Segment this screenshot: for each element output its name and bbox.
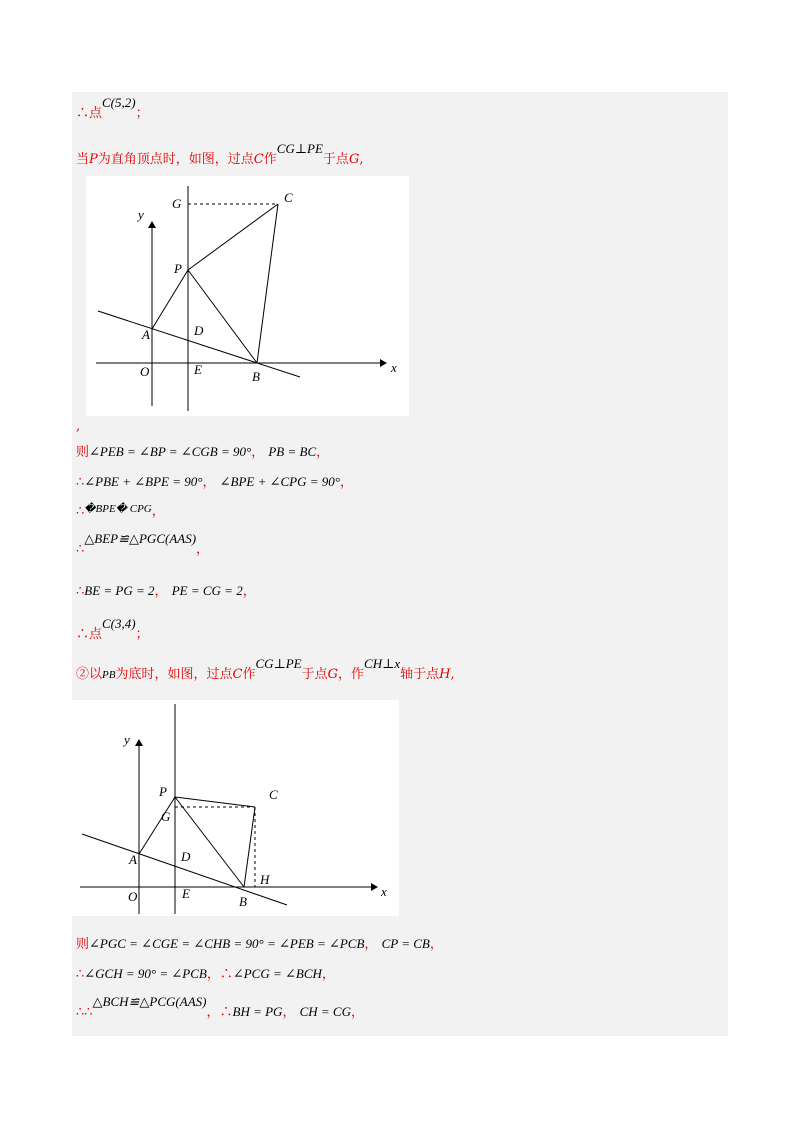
segment-cb (244, 807, 255, 887)
label-b: B (239, 894, 247, 909)
segment-pa (152, 270, 188, 329)
math-expr: CP = CB (381, 936, 430, 951)
math-expr: △BCH≌△PCG(AAS) (92, 994, 207, 1009)
label-e: E (194, 362, 202, 377)
label-c: C (269, 787, 278, 802)
label-y: y (124, 732, 130, 747)
segment-cb (257, 204, 278, 363)
text: ； (135, 627, 149, 642)
line-angles-3 (76, 965, 335, 984)
text: ， (196, 542, 210, 557)
text: ，作 (338, 667, 365, 682)
math-expr: CH⊥x (364, 656, 401, 671)
math-expr: CH = CG (299, 1004, 351, 1019)
label-o: O (140, 364, 150, 379)
text: 为直角顶点时，如图，过点 (97, 152, 254, 167)
text: ， (282, 1005, 296, 1020)
segment-pb (175, 797, 244, 887)
text: 则 (76, 937, 90, 952)
text: , (76, 419, 81, 434)
text: ∴ (76, 542, 85, 557)
line-comma (76, 418, 80, 436)
math-expr: BH = PG (232, 1004, 283, 1019)
segment-pc (175, 797, 255, 807)
label-b: B (252, 369, 260, 384)
math-expr: △BEP≌△PGC(AAS) (84, 531, 197, 546)
math-expr: CG⊥PE (255, 656, 302, 671)
segment-pb (188, 270, 257, 363)
math-expr: ∠PCG = ∠BCH (232, 966, 322, 981)
line-angles-2 (76, 935, 443, 954)
math-expr: ∠BPE + ∠CPG = 90° (219, 474, 340, 489)
text: ， (364, 937, 378, 952)
text: ； (135, 106, 149, 121)
text: ∴ (76, 967, 85, 982)
math-var: G (327, 667, 339, 682)
line-bpe-cpg (76, 503, 165, 521)
label-d: D (181, 849, 191, 864)
text: ∴∴ (76, 1005, 93, 1020)
math-expr: C(5,2) (102, 95, 136, 110)
label-g: G (161, 809, 171, 824)
text: , (450, 667, 455, 682)
text: ， (429, 937, 443, 952)
math-expr: BE = PG = 2 (84, 583, 155, 598)
text: ，∴ (206, 967, 233, 982)
label-h: H (260, 872, 270, 887)
line-c52 (76, 95, 149, 123)
text: 于点 (301, 667, 328, 682)
math-expr: PE = CG = 2 (171, 583, 243, 598)
figure-1-svg (86, 176, 409, 416)
text: ∴ (76, 504, 85, 519)
math-expr: ∠PEB = ∠BP = ∠CGB = 90° (89, 444, 252, 459)
line-congruent-1 (76, 531, 210, 559)
line-congruent-2 (76, 994, 364, 1022)
text: 为底时，如图，过点 (115, 667, 233, 682)
label-e: E (182, 886, 190, 901)
text: ， (339, 475, 353, 490)
text: ∴ (76, 475, 85, 490)
math-var: P (89, 152, 98, 167)
text: ∴点 (76, 106, 103, 121)
label-a: A (129, 852, 137, 867)
text: ，∴ (206, 1005, 233, 1020)
text: ∴ (76, 584, 85, 599)
label-p: P (174, 261, 182, 276)
math-expr: C(3,4) (102, 616, 136, 631)
line-pb-base (76, 656, 455, 684)
line-p-right-angle (76, 141, 364, 169)
math-expr: PB = BC (268, 444, 317, 459)
text: 轴于点 (400, 667, 440, 682)
line-c34 (76, 616, 149, 644)
math-var: G (348, 152, 360, 167)
math-var: C (232, 667, 243, 682)
math-expr: ∠GCH = 90° = ∠PCB (84, 966, 207, 981)
label-d: D (194, 323, 204, 338)
line-angle-sums (76, 473, 353, 492)
label-x: x (391, 360, 397, 375)
math-expr: �BPE� CPG (84, 503, 152, 515)
text: ， (242, 584, 256, 599)
label-p: P (159, 784, 167, 799)
text: ， (321, 967, 335, 982)
line-angles (76, 443, 329, 462)
segment-pa (139, 797, 175, 854)
figure-2 (72, 700, 399, 916)
label-y: y (138, 207, 144, 222)
text: ②以 (76, 667, 103, 682)
text: ， (154, 584, 168, 599)
text: , (359, 152, 364, 167)
math-var: C (253, 152, 264, 167)
text: ， (350, 1005, 364, 1020)
label-x: x (381, 884, 387, 899)
label-o: O (128, 889, 138, 904)
text: 则 (76, 445, 90, 460)
text: ∴点 (76, 627, 103, 642)
math-var: PB (102, 669, 116, 681)
text: 作 (263, 152, 277, 167)
text: ， (202, 475, 216, 490)
figure-1 (86, 176, 409, 416)
text: 当 (76, 152, 90, 167)
label-c: C (284, 190, 293, 205)
text: ， (151, 504, 165, 519)
segment-pc (188, 204, 278, 270)
text: 作 (242, 667, 256, 682)
text: ， (316, 445, 330, 460)
label-g: G (172, 196, 182, 211)
text: 于点 (322, 152, 349, 167)
figure-2-svg (72, 700, 399, 916)
math-expr: CG⊥PE (276, 141, 323, 156)
math-var: H (439, 667, 451, 682)
line-lengths (76, 582, 256, 601)
label-a: A (142, 327, 150, 342)
text: ， (251, 445, 265, 460)
math-expr: ∠PGC = ∠CGE = ∠CHB = 90° = ∠PEB = ∠PCB (89, 936, 365, 951)
math-expr: ∠PBE + ∠BPE = 90° (84, 474, 203, 489)
